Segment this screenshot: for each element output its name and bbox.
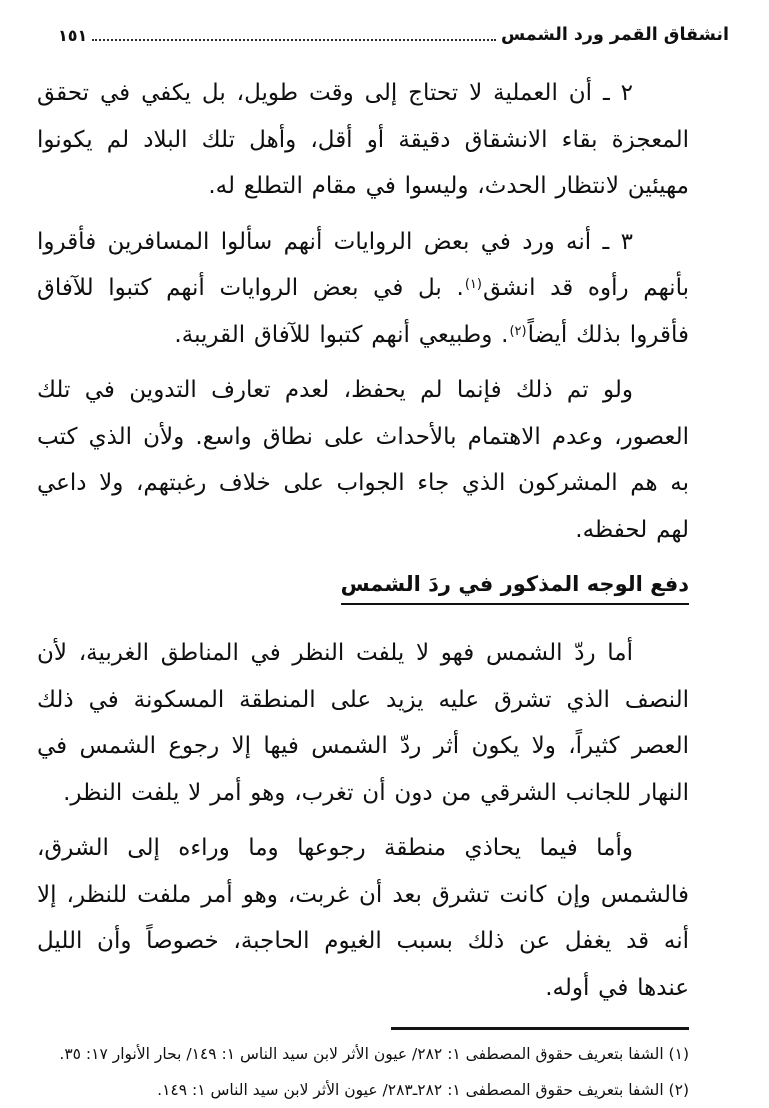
page-content bbox=[37, 70, 689, 1108]
footnote-ref: (٢) bbox=[509, 323, 527, 339]
text-run: . وطبيعي أنهم كتبوا للآفاق القريبة. bbox=[174, 321, 509, 348]
section-heading bbox=[37, 572, 689, 605]
body-paragraph bbox=[37, 825, 689, 1011]
footnote-separator bbox=[391, 1027, 689, 1030]
text-run: ٢ ـ أن العملية لا تحتاج إلى وقت طويل، بل يكفي في تحقق المعجزة بقاء الانشقاق دقيقة أو أقل، وأهل تلك البلاد لم يكونوا مهيئين لانتظار الحدث، وليسوا في مقام التطلع له. bbox=[37, 80, 689, 199]
dotted-leader bbox=[92, 39, 496, 41]
body-paragraph bbox=[37, 219, 689, 359]
footnote-ref: (١) bbox=[464, 277, 482, 292]
text-run: ولو تم ذلك فإنما لم يحفظ، لعدم تعارف التدوين في تلك العصور، وعدم الاهتمام بالأحداث على نطاق واسع. ولأن الذي كتب به هم المشركون الذي جاء الجواب على خلاف رغبتهم، ولا داعي لهم لحفظه. bbox=[37, 377, 689, 543]
text-run: وأما فيما يحاذي منطقة رجوعها وما وراءه إلى الشرق، فالشمس وإن كانت تشرق بعد أن غربت، وهو أمر ملفت للنظر، إلا أنه قد يغفل عن ذلك بسبب الغيوم الحاجبة، خصوصاً وأن الليل عندها في أوله. bbox=[37, 835, 689, 1001]
section-heading-text: دفع الوجه المذكور في ردَ الشمس bbox=[341, 572, 689, 605]
body-paragraph bbox=[37, 367, 689, 553]
body-paragraph bbox=[37, 630, 689, 816]
paragraph-group-before-heading bbox=[37, 70, 689, 553]
text-run: أما ردّ الشمس فهو لا يلفت النظر في المناطق الغربية، لأن النصف الذي تشرق عليه يزيد على المنطقة المسكونة في ذلك العصر كثيراً، ولا يكون أثر ردّ الشمس فيها إلا رجوع الشمس في النهار للجانب الشرقي من دون أن تغرب، وهو أمر لا يلفت النظر. bbox=[37, 640, 689, 806]
body-paragraph bbox=[37, 70, 689, 210]
paragraph-group-after-heading bbox=[37, 630, 689, 1011]
footnote-line: (١) الشفا بتعريف حقوق المصطفى ١: ٢٨٢/ عيون الأثر لابن سيد الناس ١: ١٤٩/ بحار الأنوار ١٧: ٣٥. bbox=[59, 1045, 689, 1063]
running-header bbox=[0, 0, 769, 45]
footnote-line: (٢) الشفا بتعريف حقوق المصطفى ١: ٢٨٢ـ٢٨٣/ عيون الأثر لابن سيد الناس ١: ١٤٩. bbox=[157, 1081, 689, 1099]
text-run: ٣ ـ أنه ورد في بعض الروايات أنهم سألوا المسافرين فأقروا بأنهم رأوه قد انشق bbox=[37, 228, 689, 301]
page-number: ١٥١ bbox=[58, 26, 88, 45]
footnotes bbox=[37, 1036, 689, 1108]
running-header-title: انشقاق القمر ورد الشمس bbox=[500, 25, 729, 45]
text-run: . بل في بعض الروايات أنهم كتبوا للآفاق فأقروا بذلك أيضاً bbox=[37, 275, 689, 348]
